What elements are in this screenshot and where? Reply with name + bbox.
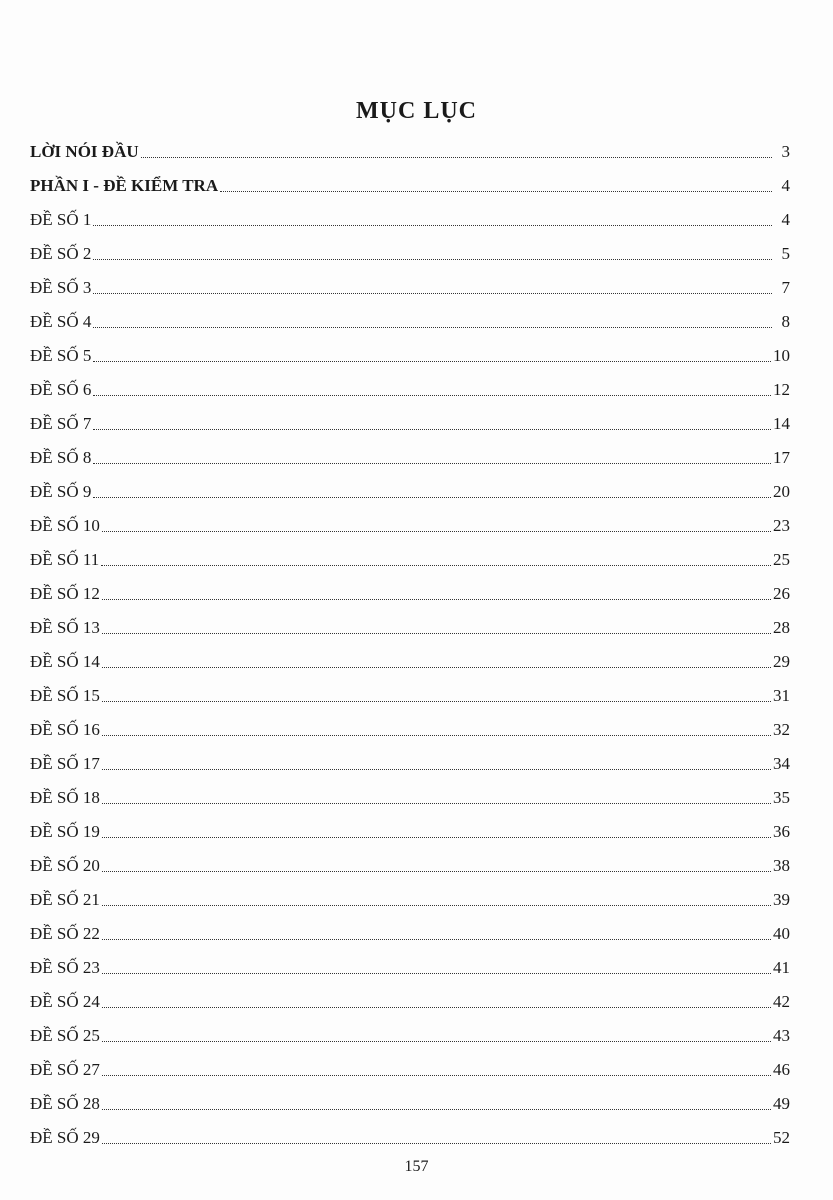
toc-entry-page: 35 xyxy=(773,788,790,807)
toc-entry-page: 26 xyxy=(773,584,790,603)
toc-entry xyxy=(30,1046,790,1080)
dot-leader xyxy=(102,836,771,838)
dot-leader xyxy=(141,156,772,158)
toc-entry-page: 39 xyxy=(773,890,790,909)
toc-entry-page: 25 xyxy=(773,550,790,569)
toc-entry xyxy=(30,468,790,502)
toc-entry-page: 14 xyxy=(773,414,790,433)
toc-entry-label: ĐỀ SỐ 29 xyxy=(30,1128,100,1147)
toc-entry-page: 5 xyxy=(781,244,790,263)
toc-title: MỤC LỤC xyxy=(356,98,477,124)
toc-entry-page: 10 xyxy=(773,346,790,365)
toc-entry-label: PHẦN I - ĐỀ KIỂM TRA xyxy=(30,176,219,195)
toc-entry-label: ĐỀ SỐ 5 xyxy=(30,346,92,365)
dot-leader xyxy=(93,258,772,260)
dot-leader xyxy=(102,938,771,940)
toc-entry-label: ĐỀ SỐ 14 xyxy=(30,652,100,671)
dot-leader xyxy=(220,190,772,192)
toc-entry xyxy=(30,400,790,434)
toc-entry xyxy=(30,366,790,400)
toc-entry xyxy=(30,774,790,808)
toc-entry-label: ĐỀ SỐ 12 xyxy=(30,584,100,603)
toc-entry xyxy=(30,740,790,774)
toc-entry xyxy=(30,944,790,978)
toc-entry xyxy=(30,876,790,910)
dot-leader xyxy=(93,292,772,294)
toc-entry-label: ĐỀ SỐ 17 xyxy=(30,754,100,773)
dot-leader xyxy=(93,462,771,464)
dot-leader xyxy=(102,904,771,906)
toc-list xyxy=(30,128,790,1148)
toc-entry-label: ĐỀ SỐ 22 xyxy=(30,924,100,943)
toc-entry xyxy=(30,230,790,264)
dot-leader xyxy=(93,326,772,328)
toc-entry-page: 20 xyxy=(773,482,790,501)
toc-entry xyxy=(30,536,790,570)
toc-entry-page: 40 xyxy=(773,924,790,943)
dot-leader xyxy=(102,802,771,804)
toc-entry-label: ĐỀ SỐ 7 xyxy=(30,414,92,433)
toc-entry-label: ĐỀ SỐ 4 xyxy=(30,312,92,331)
toc-entry-page: 3 xyxy=(781,142,790,161)
dot-leader xyxy=(102,666,771,668)
dot-leader xyxy=(102,1074,771,1076)
dot-leader xyxy=(102,632,771,634)
toc-entry xyxy=(30,672,790,706)
toc-entry xyxy=(30,128,790,162)
dot-leader xyxy=(102,734,771,736)
toc-entry xyxy=(30,910,790,944)
toc-entry-page: 12 xyxy=(773,380,790,399)
toc-entry-label: ĐỀ SỐ 13 xyxy=(30,618,100,637)
toc-entry xyxy=(30,570,790,604)
toc-entry-label: ĐỀ SỐ 6 xyxy=(30,380,92,399)
dot-leader xyxy=(102,972,771,974)
toc-entry-page: 49 xyxy=(773,1094,790,1113)
toc-entry-page: 36 xyxy=(773,822,790,841)
toc-entry-label: ĐỀ SỐ 3 xyxy=(30,278,92,297)
toc-entry-page: 52 xyxy=(773,1128,790,1147)
toc-entry-label: ĐỀ SỐ 27 xyxy=(30,1060,100,1079)
toc-entry-label: ĐỀ SỐ 18 xyxy=(30,788,100,807)
toc-entry xyxy=(30,706,790,740)
toc-entry-label: ĐỀ SỐ 24 xyxy=(30,992,100,1011)
toc-entry-label: ĐỀ SỐ 15 xyxy=(30,686,100,705)
dot-leader xyxy=(93,360,771,362)
toc-entry xyxy=(30,162,790,196)
toc-entry-label: ĐỀ SỐ 9 xyxy=(30,482,92,501)
toc-entry-page: 4 xyxy=(781,210,790,229)
toc-entry-label: ĐỀ SỐ 8 xyxy=(30,448,92,467)
toc-entry-label: ĐỀ SỐ 16 xyxy=(30,720,100,739)
toc-entry xyxy=(30,502,790,536)
toc-entry xyxy=(30,808,790,842)
dot-leader xyxy=(102,870,771,872)
dot-leader xyxy=(93,428,771,430)
toc-entry-page: 7 xyxy=(781,278,790,297)
toc-entry xyxy=(30,638,790,672)
dot-leader xyxy=(102,700,771,702)
toc-entry xyxy=(30,1012,790,1046)
dot-leader xyxy=(102,530,771,532)
dot-leader xyxy=(93,496,771,498)
toc-entry-label: ĐỀ SỐ 28 xyxy=(30,1094,100,1113)
toc-entry xyxy=(30,604,790,638)
toc-entry-page: 23 xyxy=(773,516,790,535)
dot-leader xyxy=(93,394,771,396)
toc-entry xyxy=(30,978,790,1012)
toc-entry-label: ĐỀ SỐ 2 xyxy=(30,244,92,263)
toc-entry-label: ĐỀ SỐ 11 xyxy=(30,550,100,569)
toc-entry xyxy=(30,1114,790,1148)
toc-entry-label: ĐỀ SỐ 19 xyxy=(30,822,100,841)
toc-entry-page: 46 xyxy=(773,1060,790,1079)
toc-entry-page: 34 xyxy=(773,754,790,773)
toc-entry xyxy=(30,264,790,298)
toc-entry xyxy=(30,332,790,366)
toc-entry xyxy=(30,298,790,332)
dot-leader xyxy=(102,598,771,600)
toc-entry-page: 42 xyxy=(773,992,790,1011)
toc-entry-label: ĐỀ SỐ 25 xyxy=(30,1026,100,1045)
toc-entry-label: ĐỀ SỐ 21 xyxy=(30,890,100,909)
dot-leader xyxy=(102,1108,771,1110)
toc-entry-page: 4 xyxy=(781,176,790,195)
toc-entry-page: 8 xyxy=(781,312,790,331)
toc-entry-label: ĐỀ SỐ 23 xyxy=(30,958,100,977)
toc-entry-page: 32 xyxy=(773,720,790,739)
toc-entry-page: 17 xyxy=(773,448,790,467)
toc-entry xyxy=(30,434,790,468)
toc-entry-label: ĐỀ SỐ 10 xyxy=(30,516,100,535)
toc-entry xyxy=(30,842,790,876)
dot-leader xyxy=(102,768,771,770)
toc-entry-page: 28 xyxy=(773,618,790,637)
dot-leader xyxy=(102,1006,771,1008)
dot-leader xyxy=(102,1142,771,1144)
toc-entry xyxy=(30,196,790,230)
toc-entry-page: 31 xyxy=(773,686,790,705)
toc-entry-page: 29 xyxy=(773,652,790,671)
toc-entry-page: 41 xyxy=(773,958,790,977)
toc-entry-page: 43 xyxy=(773,1026,790,1045)
dot-leader xyxy=(101,564,771,566)
toc-entry-label: ĐỀ SỐ 20 xyxy=(30,856,100,875)
dot-leader xyxy=(102,1040,771,1042)
toc-entry-label: ĐỀ SỐ 1 xyxy=(30,210,92,229)
toc-entry-page: 38 xyxy=(773,856,790,875)
page-number: 157 xyxy=(404,1158,429,1175)
dot-leader xyxy=(93,224,772,226)
toc-entry-label: LỜI NÓI ĐẦU xyxy=(30,142,139,161)
toc-entry xyxy=(30,1080,790,1114)
